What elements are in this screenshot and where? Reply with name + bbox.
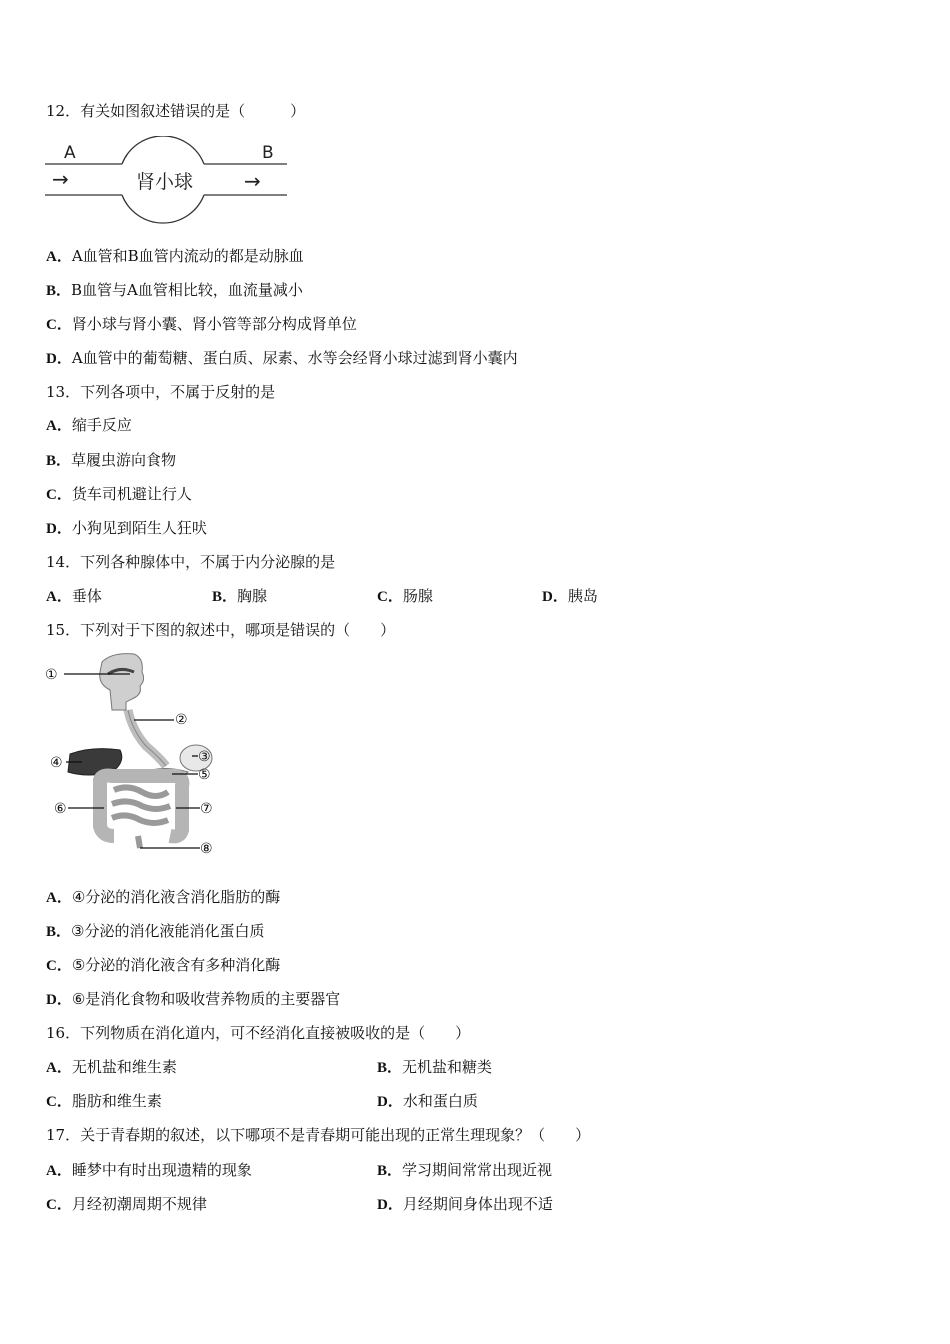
q16-option-a: A．无机盐和维生素 [46, 1058, 177, 1076]
label-1: ① [45, 667, 58, 683]
label-a: A [64, 143, 76, 163]
label-5: ⑤ [198, 767, 211, 783]
kidney-glomerulus-figure [42, 136, 292, 226]
label-8: ⑧ [200, 841, 213, 857]
q17-stem: 17．关于青春期的叙述，以下哪项不是青春期可能出现的正常生理现象？（ ） [46, 1126, 591, 1144]
q12-option-a: A．A血管和B血管内流动的都是动脉血 [46, 247, 304, 265]
q13-option-c: C．货车司机避让行人 [46, 485, 192, 503]
q17-option-a: A．睡梦中有时出现遗精的现象 [46, 1161, 252, 1179]
label-b: B [262, 143, 274, 163]
label-7: ⑦ [200, 801, 213, 817]
q16-option-c: C．脂肪和维生素 [46, 1092, 162, 1110]
q13-option-a: A．缩手反应 [46, 416, 132, 434]
label-4: ④ [50, 755, 63, 771]
glomerulus-label: 肾小球 [136, 171, 194, 193]
q16-option-b: B．无机盐和糖类 [377, 1058, 493, 1076]
q12-option-b: B．B血管与A血管相比较，血流量减小 [46, 281, 303, 299]
q13-option-d: D．小狗见到陌生人狂吠 [46, 519, 207, 537]
q17-option-c: C．月经初潮周期不规律 [46, 1195, 207, 1213]
q16-option-d: D．水和蛋白质 [377, 1092, 478, 1110]
q14-option-d: D．胰岛 [542, 587, 598, 605]
arrow-left: → [52, 167, 69, 191]
digestive-system-figure [42, 650, 222, 860]
q12-option-d: D．A血管中的葡萄糖、蛋白质、尿素、水等会经肾小球过滤到肾小囊内 [46, 349, 518, 367]
q14-option-c: C．肠腺 [377, 587, 433, 605]
label-2: ② [175, 712, 188, 728]
q15-option-d: D．⑥是消化食物和吸收营养物质的主要器官 [46, 990, 341, 1008]
q14-option-a: A．垂体 [46, 587, 102, 605]
label-6: ⑥ [54, 801, 67, 817]
q15-option-a: A．④分泌的消化液含消化脂肪的酶 [46, 888, 281, 906]
q17-option-b: B．学习期间常常出现近视 [377, 1161, 553, 1179]
q17-option-d: D．月经期间身体出现不适 [377, 1195, 553, 1213]
arrow-right: → [244, 169, 261, 193]
label-3: ③ [198, 749, 211, 765]
q12-option-c: C．肾小球与肾小囊、肾小管等部分构成肾单位 [46, 315, 357, 333]
q15-stem: 15．下列对于下图的叙述中，哪项是错误的（ ） [46, 621, 396, 639]
q13-option-b: B．草履虫游向食物 [46, 451, 177, 469]
q13-stem: 13．下列各项中，不属于反射的是 [46, 383, 276, 401]
q14-stem: 14．下列各种腺体中，不属于内分泌腺的是 [46, 553, 336, 571]
q16-stem: 16．下列物质在消化道内，可不经消化直接被吸收的是（ ） [46, 1024, 471, 1042]
q15-option-c: C．⑤分泌的消化液含有多种消化酶 [46, 956, 281, 974]
q14-option-b: B．胸腺 [212, 587, 268, 605]
q12-stem: 12．有关如图叙述错误的是（ ） [46, 102, 306, 120]
q15-option-b: B．③分泌的消化液能消化蛋白质 [46, 922, 265, 940]
